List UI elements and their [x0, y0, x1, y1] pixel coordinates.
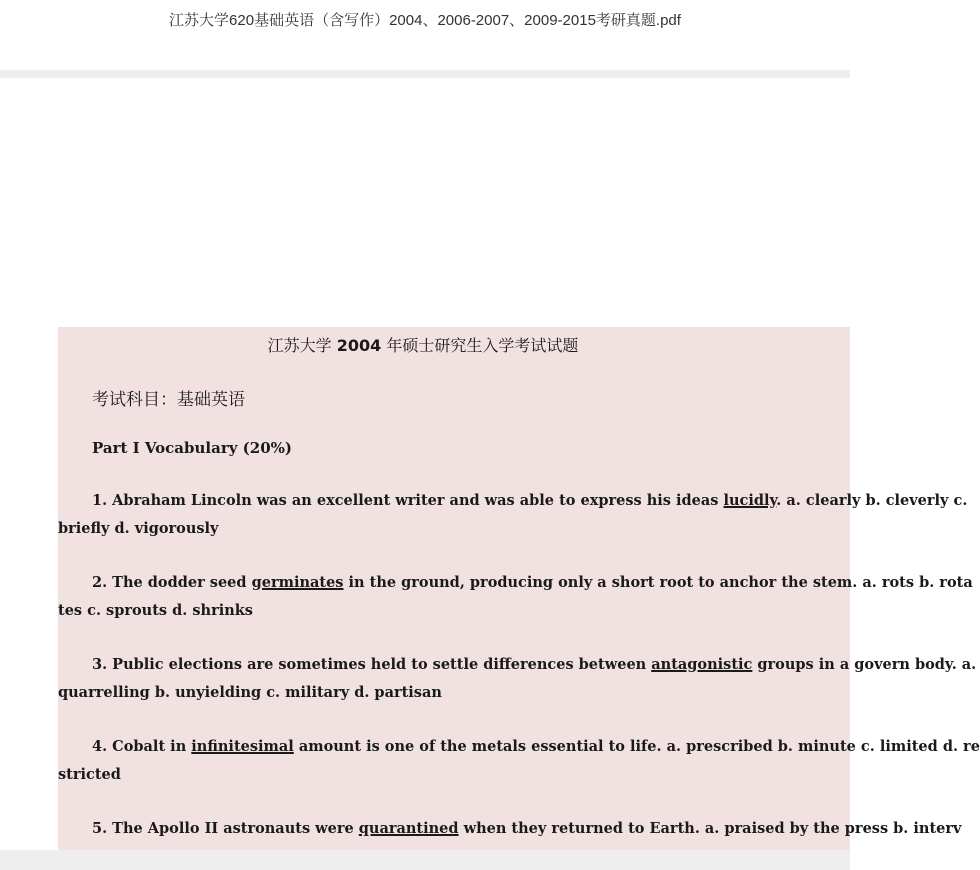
question-continuation: stricted	[58, 766, 121, 783]
document-title: 江苏大学620基础英语（含写作）2004、2006-2007、2009-2015考研真题.pdf	[169, 12, 681, 29]
exam-heading-post: 年硕士研究生入学考试试题	[381, 336, 579, 355]
part-heading: Part I Vocabulary (20%)	[92, 439, 292, 457]
pdf-viewer[interactable]	[0, 78, 980, 850]
question-3	[58, 651, 977, 707]
exam-heading-pre: 江苏大学	[267, 336, 337, 355]
question-continuation: tes c. sprouts d. shrinks	[58, 602, 253, 619]
question-1	[58, 487, 968, 543]
exam-heading-year: 2004	[336, 336, 382, 355]
question-continuation: quarrelling b. unyielding c. military d. partisan	[58, 684, 442, 701]
question-2	[58, 569, 973, 625]
question-options: when they returned to Earth. a. praised by the press b. interv	[458, 820, 962, 837]
bottom-bar	[0, 850, 850, 870]
question-keyword: quarantined	[358, 820, 459, 837]
question-text: 5. The Apollo II astronauts were	[92, 820, 359, 837]
question-text: 2. The dodder seed	[92, 574, 252, 591]
question-keyword: antagonistic	[651, 656, 753, 673]
question-text: 1. Abraham Lincoln was an excellent writer and was able to express his ideas	[92, 492, 724, 509]
question-continuation: briefly d. vigorously	[58, 520, 219, 537]
question-text: 4. Cobalt in	[92, 738, 192, 755]
question-4	[58, 733, 980, 789]
question-5	[58, 815, 962, 843]
question-options: in the ground, producing only a short root to anchor the stem. a. rots b. rota	[343, 574, 973, 591]
exam-heading	[58, 333, 788, 356]
pdf-page	[58, 327, 980, 850]
exam-subject: 考试科目：基础英语	[92, 390, 245, 410]
question-keyword: infinitesimal	[191, 738, 294, 755]
question-options: groups in a govern body. a.	[752, 656, 977, 673]
question-keyword: germinates	[251, 574, 344, 591]
question-keyword: lucidly	[723, 492, 777, 509]
question-options: amount is one of the metals essential to life. a. prescribed b. minute c. limited d. re	[293, 738, 980, 755]
question-text: 3. Public elections are sometimes held to settle differences between	[92, 656, 652, 673]
title-bar	[0, 0, 850, 70]
question-options: . a. clearly b. cleverly c.	[776, 492, 968, 509]
toolbar-divider	[0, 70, 850, 78]
